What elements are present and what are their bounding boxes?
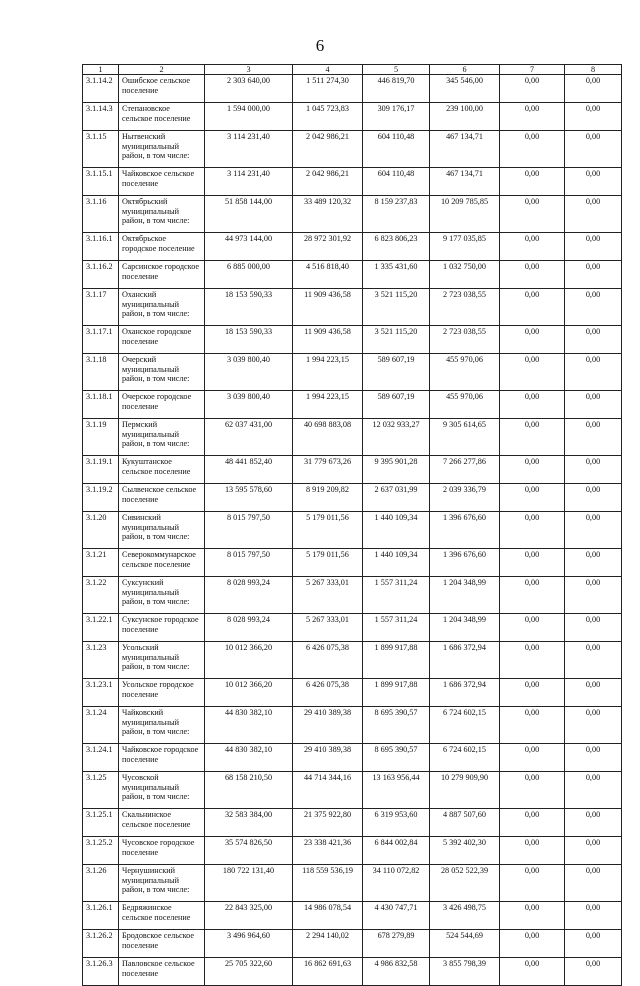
cell-col-7: 0,00	[500, 958, 565, 986]
cell-col-6: 1 686 372,94	[430, 642, 500, 679]
cell-col-8: 0,00	[565, 772, 622, 809]
row-name: Очерский муниципальный район, в том числе:	[119, 354, 205, 391]
cell-col-6: 6 724 602,15	[430, 744, 500, 772]
cell-col-6: 10 279 909,90	[430, 772, 500, 809]
row-code: 3.1.26.2	[83, 930, 119, 958]
cell-col-6: 1 686 372,94	[430, 679, 500, 707]
cell-col-8: 0,00	[565, 642, 622, 679]
table-row	[83, 233, 622, 261]
cell-col-6: 6 724 602,15	[430, 707, 500, 744]
row-name: Усольский муниципальный район, в том числе:	[119, 642, 205, 679]
cell-col-4: 2 042 986,21	[293, 131, 363, 168]
cell-col-8: 0,00	[565, 679, 622, 707]
header-row	[83, 65, 622, 75]
cell-col-8: 0,00	[565, 103, 622, 131]
cell-col-7: 0,00	[500, 75, 565, 103]
cell-total: 51 858 144,00	[205, 196, 293, 233]
cell-total: 8 028 993,24	[205, 577, 293, 614]
cell-total: 35 574 826,50	[205, 837, 293, 865]
cell-col-5: 4 986 832,58	[363, 958, 430, 986]
cell-total: 32 583 384,00	[205, 809, 293, 837]
cell-col-5: 9 395 901,28	[363, 456, 430, 484]
cell-col-7: 0,00	[500, 707, 565, 744]
cell-col-8: 0,00	[565, 261, 622, 289]
cell-total: 10 012 366,20	[205, 679, 293, 707]
cell-col-7: 0,00	[500, 484, 565, 512]
row-code: 3.1.14.2	[83, 75, 119, 103]
cell-col-5: 8 695 390,57	[363, 707, 430, 744]
table-row	[83, 103, 622, 131]
cell-col-5: 6 844 002,84	[363, 837, 430, 865]
table-row	[83, 707, 622, 744]
cell-col-8: 0,00	[565, 549, 622, 577]
cell-col-7: 0,00	[500, 902, 565, 930]
cell-col-7: 0,00	[500, 837, 565, 865]
cell-col-4: 1 511 274,30	[293, 75, 363, 103]
row-name: Павловское сельское поселение	[119, 958, 205, 986]
cell-col-4: 118 559 536,19	[293, 865, 363, 902]
row-name: Бродовское сельское поселение	[119, 930, 205, 958]
cell-col-8: 0,00	[565, 837, 622, 865]
row-code: 3.1.24	[83, 707, 119, 744]
table-row	[83, 679, 622, 707]
cell-col-6: 3 855 798,39	[430, 958, 500, 986]
row-code: 3.1.21	[83, 549, 119, 577]
row-code: 3.1.26.1	[83, 902, 119, 930]
table-row	[83, 837, 622, 865]
row-name: Сивинский муниципальный район, в том числе:	[119, 512, 205, 549]
column-header: 7	[500, 65, 565, 75]
cell-col-5: 1 335 431,60	[363, 261, 430, 289]
cell-total: 3 114 231,40	[205, 168, 293, 196]
cell-col-8: 0,00	[565, 902, 622, 930]
cell-col-7: 0,00	[500, 614, 565, 642]
cell-col-6: 28 052 522,39	[430, 865, 500, 902]
cell-col-7: 0,00	[500, 456, 565, 484]
cell-col-8: 0,00	[565, 744, 622, 772]
cell-col-5: 1 557 311,24	[363, 614, 430, 642]
table-row	[83, 419, 622, 456]
cell-col-5: 8 159 237,83	[363, 196, 430, 233]
cell-total: 10 012 366,20	[205, 642, 293, 679]
cell-col-5: 589 607,19	[363, 354, 430, 391]
cell-col-7: 0,00	[500, 577, 565, 614]
cell-total: 8 028 993,24	[205, 614, 293, 642]
cell-col-4: 5 179 011,56	[293, 549, 363, 577]
cell-col-8: 0,00	[565, 958, 622, 986]
cell-col-6: 4 887 507,60	[430, 809, 500, 837]
cell-col-4: 40 698 883,08	[293, 419, 363, 456]
cell-col-6: 2 039 336,79	[430, 484, 500, 512]
cell-col-7: 0,00	[500, 261, 565, 289]
table-row	[83, 549, 622, 577]
cell-col-6: 2 723 038,55	[430, 326, 500, 354]
cell-col-7: 0,00	[500, 168, 565, 196]
row-name: Октябрьское городское поселение	[119, 233, 205, 261]
cell-total: 22 843 325,00	[205, 902, 293, 930]
row-name: Суксунский муниципальный район, в том числе:	[119, 577, 205, 614]
cell-total: 44 830 382,10	[205, 744, 293, 772]
cell-col-6: 3 426 498,75	[430, 902, 500, 930]
cell-col-4: 2 294 140,02	[293, 930, 363, 958]
cell-col-5: 34 110 072,82	[363, 865, 430, 902]
cell-col-6: 9 177 035,85	[430, 233, 500, 261]
cell-col-8: 0,00	[565, 865, 622, 902]
cell-col-5: 8 695 390,57	[363, 744, 430, 772]
cell-col-6: 455 970,06	[430, 354, 500, 391]
table-row	[83, 577, 622, 614]
table-row	[83, 196, 622, 233]
cell-total: 2 303 640,00	[205, 75, 293, 103]
table-row	[83, 809, 622, 837]
table-row	[83, 958, 622, 986]
cell-col-5: 604 110,48	[363, 168, 430, 196]
cell-col-5: 446 819,70	[363, 75, 430, 103]
table-row	[83, 865, 622, 902]
cell-col-7: 0,00	[500, 930, 565, 958]
row-name: Чайковский муниципальный район, в том числе:	[119, 707, 205, 744]
cell-total: 3 114 231,40	[205, 131, 293, 168]
cell-total: 18 153 590,33	[205, 326, 293, 354]
cell-col-8: 0,00	[565, 614, 622, 642]
cell-col-5: 1 899 917,88	[363, 642, 430, 679]
cell-total: 44 830 382,10	[205, 707, 293, 744]
row-code: 3.1.24.1	[83, 744, 119, 772]
table-row	[83, 456, 622, 484]
row-code: 3.1.15.1	[83, 168, 119, 196]
cell-col-4: 11 909 436,58	[293, 289, 363, 326]
cell-col-6: 467 134,71	[430, 168, 500, 196]
cell-col-4: 2 042 986,21	[293, 168, 363, 196]
cell-col-5: 1 440 109,34	[363, 512, 430, 549]
cell-col-6: 455 970,06	[430, 391, 500, 419]
row-code: 3.1.14.3	[83, 103, 119, 131]
cell-col-8: 0,00	[565, 289, 622, 326]
row-name: Скальнинское сельское поселение	[119, 809, 205, 837]
cell-col-7: 0,00	[500, 103, 565, 131]
cell-total: 8 015 797,50	[205, 549, 293, 577]
row-code: 3.1.18	[83, 354, 119, 391]
table-row	[83, 326, 622, 354]
cell-col-4: 21 375 922,80	[293, 809, 363, 837]
cell-total: 3 496 964,60	[205, 930, 293, 958]
cell-col-6: 345 546,00	[430, 75, 500, 103]
table-row	[83, 930, 622, 958]
cell-col-8: 0,00	[565, 484, 622, 512]
row-code: 3.1.26.3	[83, 958, 119, 986]
cell-col-6: 1 204 348,99	[430, 614, 500, 642]
cell-col-7: 0,00	[500, 679, 565, 707]
table-row	[83, 902, 622, 930]
table-row	[83, 614, 622, 642]
cell-col-8: 0,00	[565, 196, 622, 233]
table-row	[83, 289, 622, 326]
row-name: Кукуштанское сельское поселение	[119, 456, 205, 484]
cell-col-5: 589 607,19	[363, 391, 430, 419]
cell-col-7: 0,00	[500, 772, 565, 809]
cell-total: 3 039 800,40	[205, 354, 293, 391]
cell-col-4: 16 862 691,63	[293, 958, 363, 986]
cell-col-7: 0,00	[500, 131, 565, 168]
row-name: Степановское сельское поселение	[119, 103, 205, 131]
cell-col-4: 6 426 075,38	[293, 642, 363, 679]
cell-col-8: 0,00	[565, 577, 622, 614]
row-code: 3.1.25.2	[83, 837, 119, 865]
cell-total: 62 037 431,00	[205, 419, 293, 456]
cell-col-4: 1 045 723,83	[293, 103, 363, 131]
cell-total: 25 705 322,60	[205, 958, 293, 986]
row-code: 3.1.22.1	[83, 614, 119, 642]
cell-col-8: 0,00	[565, 131, 622, 168]
row-name: Октябрьский муниципальный район, в том числе:	[119, 196, 205, 233]
cell-col-4: 23 338 421,36	[293, 837, 363, 865]
cell-total: 18 153 590,33	[205, 289, 293, 326]
column-header: 6	[430, 65, 500, 75]
table-row	[83, 512, 622, 549]
row-code: 3.1.16	[83, 196, 119, 233]
table-row	[83, 75, 622, 103]
cell-col-7: 0,00	[500, 196, 565, 233]
cell-total: 8 015 797,50	[205, 512, 293, 549]
cell-col-4: 33 489 120,32	[293, 196, 363, 233]
cell-total: 68 158 210,50	[205, 772, 293, 809]
row-code: 3.1.19.2	[83, 484, 119, 512]
row-name: Оханское городское поселение	[119, 326, 205, 354]
cell-col-4: 11 909 436,58	[293, 326, 363, 354]
cell-col-4: 44 714 344,16	[293, 772, 363, 809]
cell-col-5: 3 521 115,20	[363, 289, 430, 326]
cell-col-5: 13 163 956,44	[363, 772, 430, 809]
row-name: Чайковское сельское поселение	[119, 168, 205, 196]
cell-col-8: 0,00	[565, 809, 622, 837]
cell-col-5: 12 032 933,27	[363, 419, 430, 456]
cell-col-8: 0,00	[565, 354, 622, 391]
table-body	[83, 75, 622, 986]
cell-col-7: 0,00	[500, 809, 565, 837]
cell-col-6: 7 266 277,86	[430, 456, 500, 484]
cell-col-7: 0,00	[500, 391, 565, 419]
row-code: 3.1.16.2	[83, 261, 119, 289]
row-name: Сарсинское городское поселение	[119, 261, 205, 289]
row-name: Нытвенский муниципальный район, в том числе:	[119, 131, 205, 168]
cell-col-5: 6 319 953,60	[363, 809, 430, 837]
cell-col-6: 467 134,71	[430, 131, 500, 168]
cell-total: 44 973 144,00	[205, 233, 293, 261]
row-name: Суксунское городское поселение	[119, 614, 205, 642]
table-row	[83, 391, 622, 419]
row-code: 3.1.19	[83, 419, 119, 456]
column-header: 4	[293, 65, 363, 75]
cell-col-8: 0,00	[565, 512, 622, 549]
row-code: 3.1.20	[83, 512, 119, 549]
cell-col-5: 1 440 109,34	[363, 549, 430, 577]
cell-col-6: 2 723 038,55	[430, 289, 500, 326]
cell-col-4: 28 972 301,92	[293, 233, 363, 261]
row-code: 3.1.15	[83, 131, 119, 168]
row-code: 3.1.17	[83, 289, 119, 326]
table-row	[83, 168, 622, 196]
cell-col-5: 1 557 311,24	[363, 577, 430, 614]
cell-col-4: 31 779 673,26	[293, 456, 363, 484]
row-code: 3.1.16.1	[83, 233, 119, 261]
cell-total: 13 595 578,60	[205, 484, 293, 512]
row-name: Оханский муниципальный район, в том числе:	[119, 289, 205, 326]
cell-col-6: 1 032 750,00	[430, 261, 500, 289]
cell-col-8: 0,00	[565, 456, 622, 484]
column-header: 2	[119, 65, 205, 75]
cell-col-7: 0,00	[500, 512, 565, 549]
row-name: Чернушинский муниципальный район, в том числе:	[119, 865, 205, 902]
row-code: 3.1.25	[83, 772, 119, 809]
cell-col-8: 0,00	[565, 391, 622, 419]
cell-col-5: 1 899 917,88	[363, 679, 430, 707]
cell-col-5: 4 430 747,71	[363, 902, 430, 930]
cell-col-4: 6 426 075,38	[293, 679, 363, 707]
cell-col-6: 239 100,00	[430, 103, 500, 131]
cell-col-6: 524 544,69	[430, 930, 500, 958]
cell-total: 48 441 852,40	[205, 456, 293, 484]
cell-col-8: 0,00	[565, 326, 622, 354]
row-name: Пермский муниципальный район, в том числе:	[119, 419, 205, 456]
cell-col-6: 1 396 676,60	[430, 549, 500, 577]
column-header: 3	[205, 65, 293, 75]
cell-col-7: 0,00	[500, 354, 565, 391]
row-name: Очерское городское поселение	[119, 391, 205, 419]
table-row	[83, 484, 622, 512]
cell-col-7: 0,00	[500, 326, 565, 354]
cell-col-4: 1 994 223,15	[293, 354, 363, 391]
page-number: 6	[315, 36, 325, 55]
cell-col-6: 1 396 676,60	[430, 512, 500, 549]
row-code: 3.1.22	[83, 577, 119, 614]
cell-col-7: 0,00	[500, 549, 565, 577]
cell-col-6: 9 305 614,65	[430, 419, 500, 456]
table-row	[83, 744, 622, 772]
cell-col-8: 0,00	[565, 233, 622, 261]
cell-col-7: 0,00	[500, 419, 565, 456]
cell-total: 180 722 131,40	[205, 865, 293, 902]
cell-col-4: 1 994 223,15	[293, 391, 363, 419]
row-name: Сылвенское сельское поселение	[119, 484, 205, 512]
cell-col-4: 14 986 078,54	[293, 902, 363, 930]
row-code: 3.1.17.1	[83, 326, 119, 354]
cell-col-4: 5 267 333,01	[293, 577, 363, 614]
cell-col-8: 0,00	[565, 168, 622, 196]
row-code: 3.1.18.1	[83, 391, 119, 419]
row-code: 3.1.26	[83, 865, 119, 902]
row-code: 3.1.25.1	[83, 809, 119, 837]
cell-col-6: 10 209 785,85	[430, 196, 500, 233]
cell-col-5: 6 823 806,23	[363, 233, 430, 261]
cell-col-7: 0,00	[500, 233, 565, 261]
cell-total: 1 594 000,00	[205, 103, 293, 131]
cell-col-8: 0,00	[565, 930, 622, 958]
cell-col-5: 309 176,17	[363, 103, 430, 131]
cell-col-4: 29 410 389,38	[293, 707, 363, 744]
cell-total: 6 885 000,00	[205, 261, 293, 289]
table-row	[83, 642, 622, 679]
cell-col-4: 29 410 389,38	[293, 744, 363, 772]
row-code: 3.1.23.1	[83, 679, 119, 707]
budget-table	[82, 64, 622, 986]
row-name: Чайковское городское поселение	[119, 744, 205, 772]
column-header: 5	[363, 65, 430, 75]
row-name: Чусовское городское поселение	[119, 837, 205, 865]
table-row	[83, 261, 622, 289]
cell-col-4: 5 267 333,01	[293, 614, 363, 642]
cell-col-8: 0,00	[565, 707, 622, 744]
row-name: Северокоммунарское сельское поселение	[119, 549, 205, 577]
cell-col-7: 0,00	[500, 289, 565, 326]
table-row	[83, 131, 622, 168]
column-header: 8	[565, 65, 622, 75]
cell-col-5: 2 637 031,99	[363, 484, 430, 512]
cell-col-7: 0,00	[500, 865, 565, 902]
row-name: Бедряжинское сельское поселение	[119, 902, 205, 930]
cell-col-4: 4 516 818,40	[293, 261, 363, 289]
row-code: 3.1.23	[83, 642, 119, 679]
cell-col-6: 5 392 402,30	[430, 837, 500, 865]
row-name: Усольское городское поселение	[119, 679, 205, 707]
table-row	[83, 354, 622, 391]
column-header: 1	[83, 65, 119, 75]
cell-col-8: 0,00	[565, 419, 622, 456]
cell-col-7: 0,00	[500, 744, 565, 772]
cell-col-7: 0,00	[500, 642, 565, 679]
cell-col-8: 0,00	[565, 75, 622, 103]
row-name: Чусовской муниципальный район, в том числе:	[119, 772, 205, 809]
cell-total: 3 039 800,40	[205, 391, 293, 419]
cell-col-5: 3 521 115,20	[363, 326, 430, 354]
row-name: Ошибское сельское поселение	[119, 75, 205, 103]
cell-col-4: 5 179 011,56	[293, 512, 363, 549]
cell-col-4: 8 919 209,82	[293, 484, 363, 512]
table-row	[83, 772, 622, 809]
cell-col-6: 1 204 348,99	[430, 577, 500, 614]
cell-col-5: 604 110,48	[363, 131, 430, 168]
cell-col-5: 678 279,89	[363, 930, 430, 958]
row-code: 3.1.19.1	[83, 456, 119, 484]
